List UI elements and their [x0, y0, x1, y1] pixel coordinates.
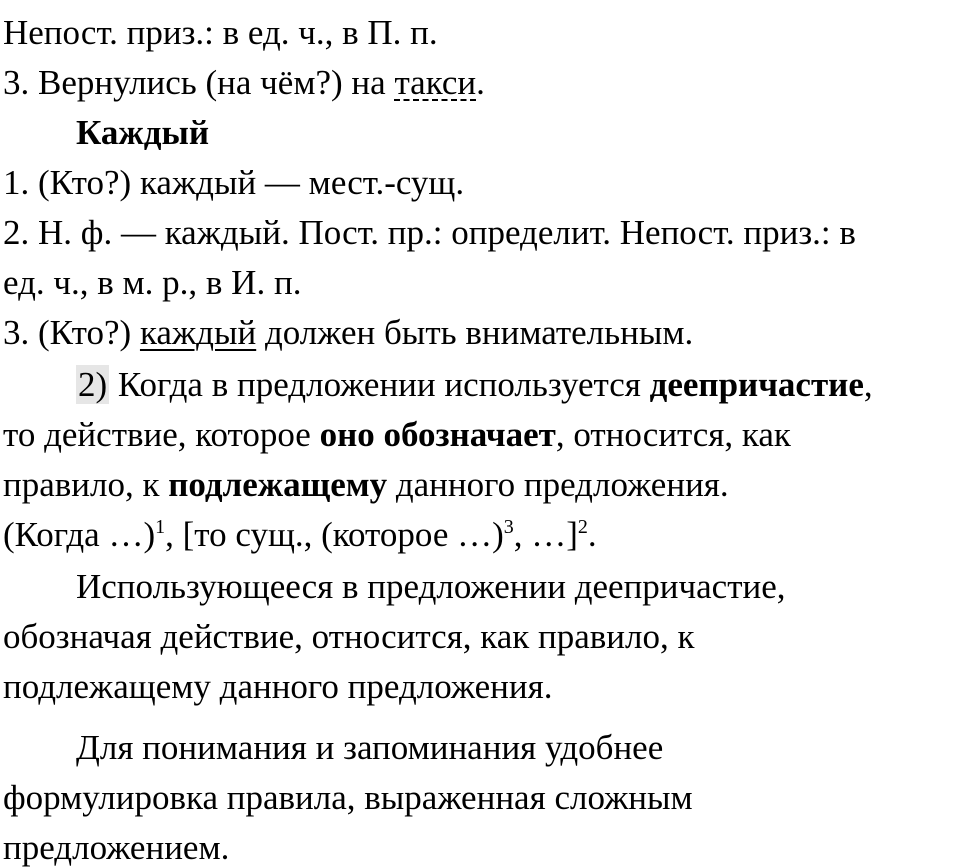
text-line	[3, 163, 464, 203]
scheme-index: 3	[503, 516, 514, 538]
scheme-part: , …]	[513, 515, 578, 554]
scheme-part: , [то сущ., (которое …)	[165, 515, 504, 554]
text-line	[3, 263, 301, 303]
line-text: .	[476, 63, 485, 102]
line-text: 1. (Кто?) каждый — мест.-сущ.	[3, 163, 465, 202]
line-text: 3. (Кто?)	[3, 313, 140, 352]
line-text: ,	[863, 365, 873, 404]
line-text: правило, к	[3, 465, 169, 504]
text-line	[3, 667, 552, 707]
heading-text: Каждый	[76, 113, 209, 152]
underlined-word: каждый	[139, 313, 257, 352]
line-text: формулировка правила, выраженная сложным	[3, 778, 693, 817]
scheme-index: 1	[155, 516, 166, 538]
line-text: подлежащему данного предложения.	[3, 667, 553, 706]
line-text: то действие, которое	[3, 415, 320, 454]
bold-term: деепричастие	[649, 365, 864, 404]
line-text: 2. Н. ф. — каждый. Пост. пр.: определит. Непост. приз.: в	[3, 213, 856, 252]
line-text: Непост. приз.: в ед. ч., в П. п.	[3, 13, 438, 52]
bold-term: оно обозначает	[319, 415, 556, 454]
line-text: должен быть внимательным.	[256, 313, 694, 352]
text-line	[3, 13, 438, 53]
text-line	[3, 365, 873, 405]
text-line	[3, 213, 856, 253]
line-text: Использующееся в предложении деепричастие,	[76, 567, 786, 606]
bold-term: подлежащему	[168, 465, 388, 504]
section-heading	[3, 113, 209, 153]
line-text: обозначая действие, относится, как правило, к	[3, 617, 695, 656]
text-line	[3, 728, 663, 768]
text-line	[3, 465, 729, 505]
scheme-part: .	[587, 515, 597, 554]
line-text: предложением.	[3, 828, 230, 867]
text-line	[3, 63, 485, 103]
line-text: данного предложения.	[387, 465, 729, 504]
line-text: Когда в предложении используется	[109, 365, 650, 404]
text-line	[3, 617, 695, 657]
item-number-marker: 2)	[78, 365, 108, 404]
sentence-scheme	[3, 515, 597, 555]
line-text: ед. ч., в м. р., в И. п.	[3, 263, 302, 302]
text-line	[3, 778, 693, 818]
scheme-part: (Когда …)	[3, 515, 156, 554]
line-text: 3. Вернулись (на чём?) на	[3, 63, 395, 102]
underlined-word: такси	[394, 63, 477, 102]
text-line	[3, 828, 229, 868]
text-line	[3, 313, 693, 353]
line-text: , относится, как	[555, 415, 791, 454]
text-line	[3, 415, 791, 455]
scheme-index: 2	[577, 516, 588, 538]
text-line	[3, 567, 786, 607]
line-text: Для понимания и запоминания удобнее	[76, 728, 664, 767]
